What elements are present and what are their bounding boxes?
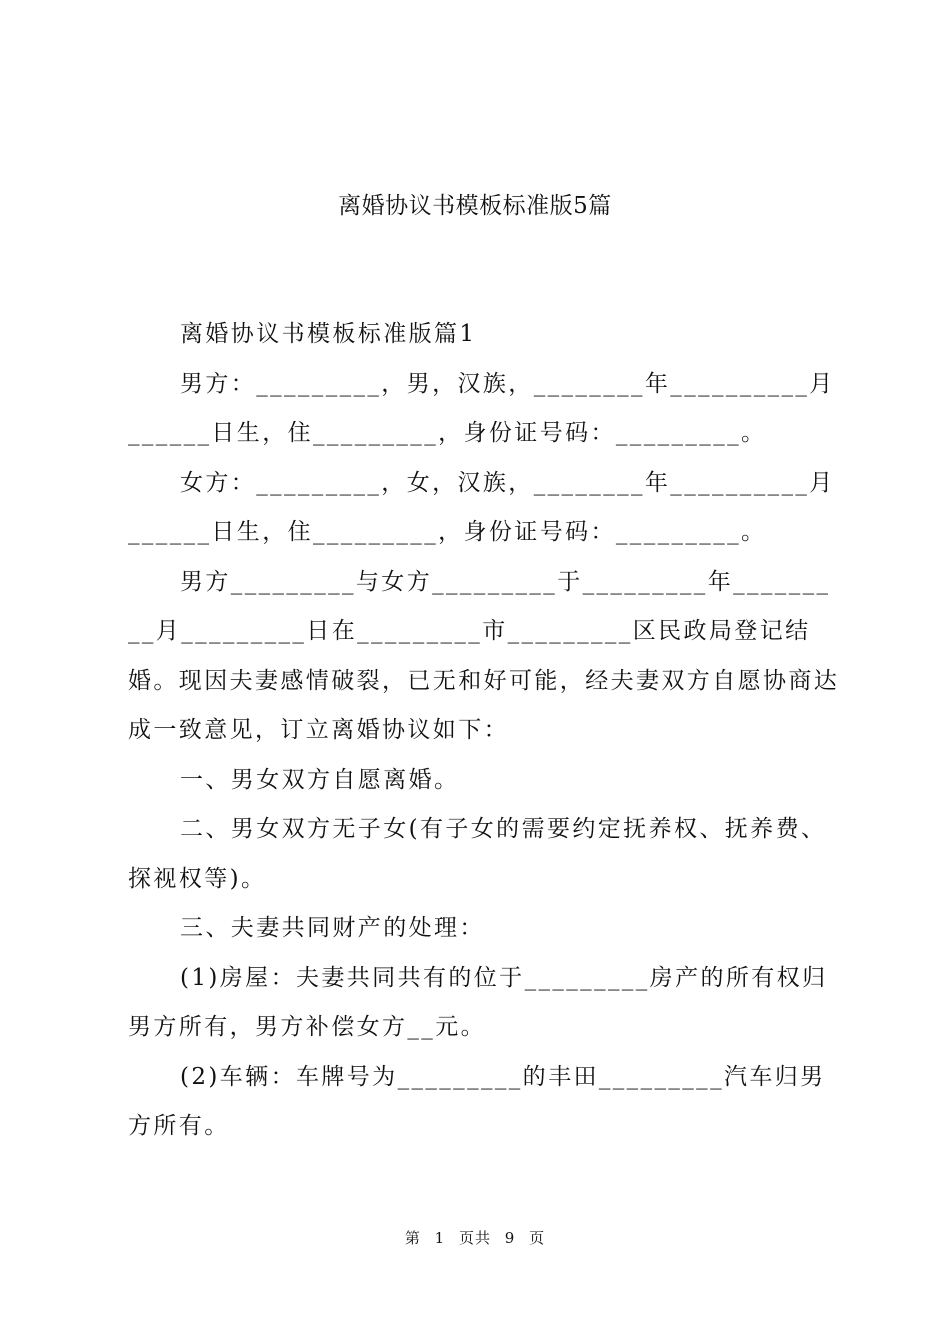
paragraph-clause-1: 一、男女双方自愿离婚。	[180, 766, 460, 793]
paragraph-female-party: 女方：_________，女，汉族，________年__________月______日生，住_________，身份证号码：_________。	[128, 469, 835, 545]
paragraph-clause-2: 二、男女双方无子女(有子女的需要约定抚养权、抚养费、探视权等)。	[128, 816, 827, 892]
paragraph-property-house: (1)房屋：夫妻共同共有的位于_________房产的所有权归男方所有，男方补偿女方__元。	[128, 964, 828, 1040]
document-body	[128, 310, 840, 1152]
paragraph-clause-3: 三、夫妻共同财产的处理：	[180, 915, 485, 941]
section-heading: 离婚协议书模板标准版篇1	[180, 321, 477, 347]
paragraph-marriage-registration: 男方_________与女方_________于_________年_________月_________日在_________市_________区民政局登记结婚。现因夫妻感情破裂，已无和好可能，经夫妻双方自愿协商达成一致意见，订立离婚协议如下：	[128, 568, 840, 743]
page-number-footer: 第 1 页共 9 页	[404, 1229, 546, 1247]
document-title: 离婚协议书模板标准版5篇	[338, 193, 612, 219]
paragraph-property-vehicle: (2)车辆：车牌号为_________的丰田_________汽车归男方所有。	[128, 1063, 826, 1139]
paragraph-male-party: 男方：_________，男，汉族，________年__________月______日生，住_________，身份证号码：_________。	[128, 370, 835, 446]
